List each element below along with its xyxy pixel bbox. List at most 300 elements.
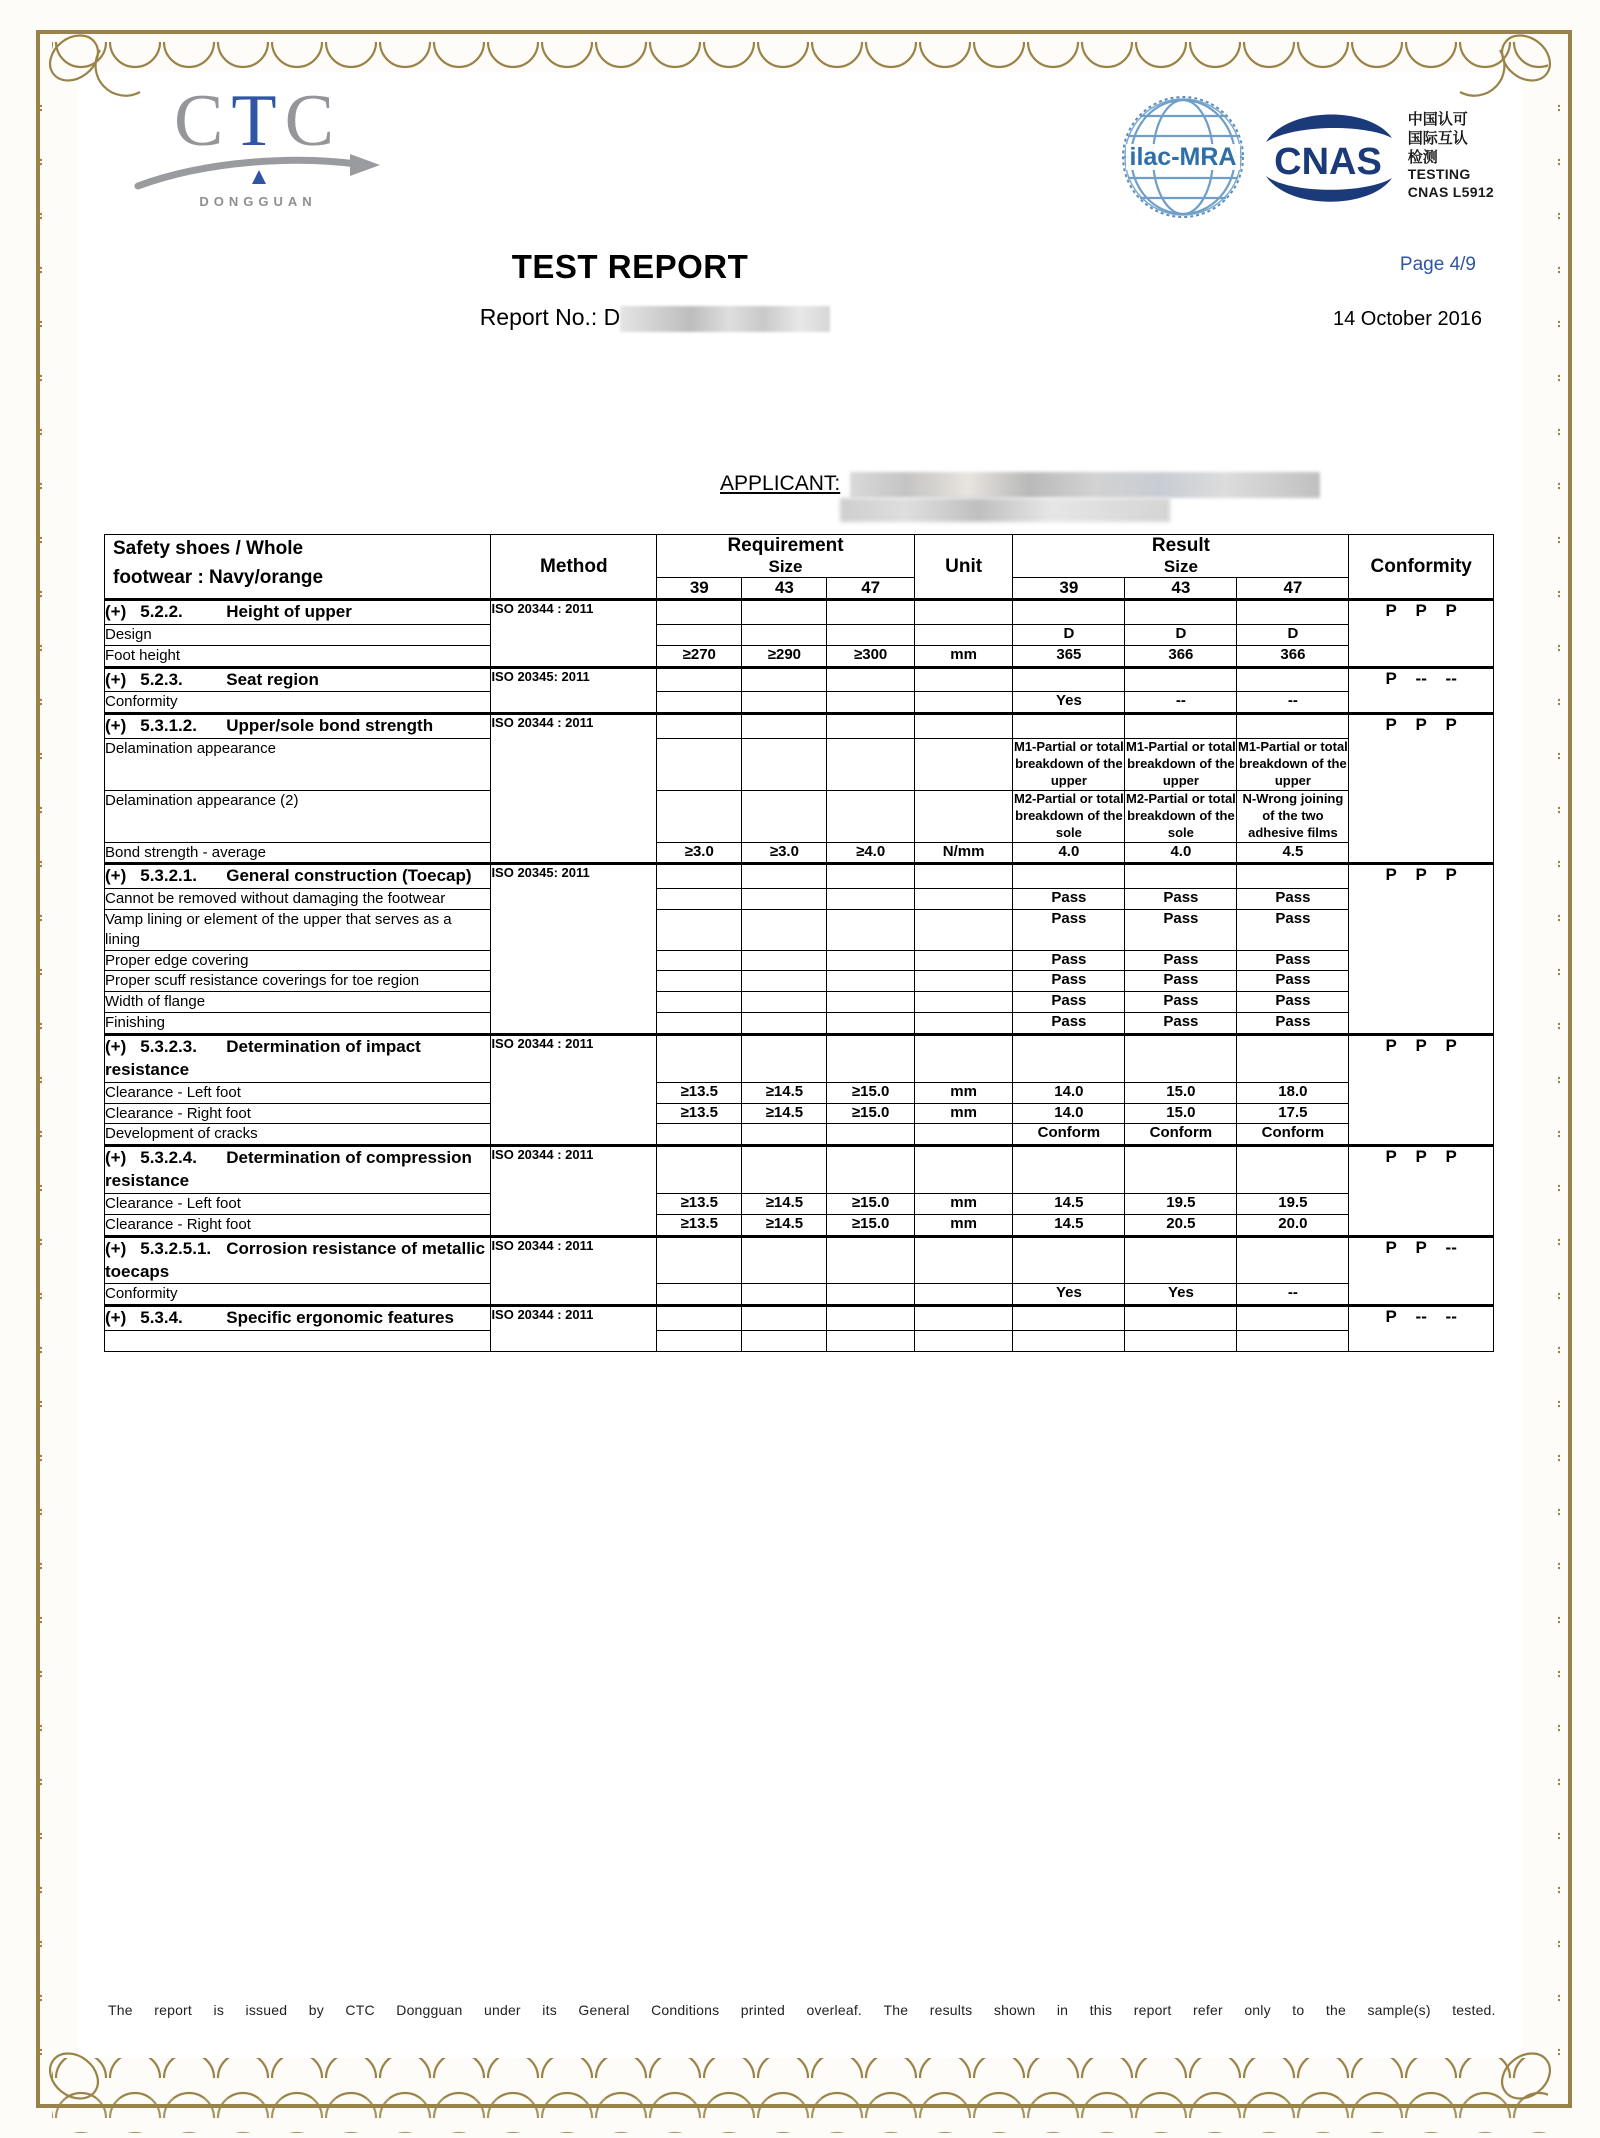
result-size-39: Pass	[1013, 992, 1125, 1013]
table-row	[105, 1331, 1494, 1352]
header-requirement	[657, 535, 915, 578]
requirement-size-47: ≥15.0	[827, 1082, 914, 1103]
result-size-43: 15.0	[1125, 1103, 1237, 1124]
table-body	[105, 600, 1494, 1352]
empty-cell	[1125, 1034, 1237, 1082]
empty-cell	[742, 667, 827, 692]
section-title	[105, 667, 491, 692]
conformity-size-47: P	[1445, 1035, 1457, 1055]
result-size-39: 14.0	[1013, 1103, 1125, 1124]
requirement-size-47	[827, 1284, 914, 1306]
footer-word: report	[154, 2002, 193, 2018]
table-row	[105, 889, 1494, 910]
table-row	[105, 1013, 1494, 1035]
section-method: ISO 20344 : 2011	[491, 1306, 657, 1352]
conformity-cell	[1349, 714, 1494, 864]
result-size-43: Conform	[1125, 1124, 1237, 1146]
requirement-size-39	[657, 889, 742, 910]
requirement-size-47	[827, 692, 914, 714]
footer-word: Conditions	[651, 2002, 720, 2018]
conformity-cell	[1349, 1306, 1494, 1352]
requirement-size-39	[657, 692, 742, 714]
req-size-43: 43	[742, 578, 827, 600]
footer-word: General	[578, 2002, 630, 2018]
unit-cell	[914, 889, 1013, 910]
section-number: 5.3.2.3.	[140, 1036, 197, 1056]
table-row	[105, 1124, 1494, 1146]
result-size-43: D	[1125, 624, 1237, 645]
footer-word: overleaf.	[806, 2002, 862, 2018]
row-label: Delamination appearance	[105, 739, 491, 791]
accreditation-marks	[1118, 92, 1494, 222]
result-size-39: D	[1013, 624, 1125, 645]
requirement-size-43: ≥290	[742, 645, 827, 667]
header-requirement-text: Requirement	[727, 535, 844, 556]
requirement-size-39	[657, 1013, 742, 1035]
result-size-43: 366	[1125, 645, 1237, 667]
section-plus: (+)	[105, 866, 127, 886]
result-size-47: Pass	[1237, 971, 1349, 992]
requirement-size-43	[742, 950, 827, 971]
row-label: Proper scuff resistance coverings for toe region	[105, 971, 491, 992]
report-number-line	[78, 304, 1522, 332]
empty-cell	[827, 1331, 914, 1352]
empty-cell	[657, 714, 742, 739]
requirement-size-47: ≥4.0	[827, 842, 914, 864]
empty-cell	[914, 1034, 1013, 1082]
result-size-39: 14.0	[1013, 1082, 1125, 1103]
result-size-39: 4.0	[1013, 842, 1125, 864]
table-row	[105, 1214, 1494, 1236]
conformity-size-47: P	[1445, 601, 1457, 620]
result-size-39: Yes	[1013, 692, 1125, 714]
result-size-47: Pass	[1237, 950, 1349, 971]
header-method: Method	[491, 535, 657, 600]
conformity-cell	[1349, 600, 1494, 668]
result-size-39: 14.5	[1013, 1194, 1125, 1215]
section-name: General construction (Toecap)	[226, 866, 472, 886]
empty-cell	[1013, 667, 1125, 692]
result-size-47: D	[1237, 624, 1349, 645]
footer-text	[108, 2002, 1496, 2018]
unit-cell: mm	[914, 1082, 1013, 1103]
empty-cell	[657, 1306, 742, 1331]
result-size-39: Yes	[1013, 1284, 1125, 1306]
empty-cell	[742, 864, 827, 889]
header-result-size: Size	[1163, 557, 1198, 576]
requirement-size-43	[742, 992, 827, 1013]
result-size-47: --	[1237, 692, 1349, 714]
table-row	[105, 667, 1494, 692]
section-name: Upper/sole bond strength	[226, 716, 434, 736]
empty-cell	[1125, 1306, 1237, 1331]
empty-cell	[1013, 1146, 1125, 1194]
table-row	[105, 645, 1494, 667]
result-size-43: Pass	[1125, 910, 1237, 951]
section-number: 5.2.2.	[140, 602, 183, 621]
requirement-size-47	[827, 1124, 914, 1146]
conformity-size-39: P	[1385, 715, 1397, 735]
empty-cell	[1237, 667, 1349, 692]
requirement-size-43	[742, 624, 827, 645]
header-product-line2: footwear : Navy/orange	[113, 566, 324, 588]
result-size-43: Pass	[1125, 992, 1237, 1013]
empty-cell	[1013, 1236, 1125, 1284]
table-row	[105, 1284, 1494, 1306]
requirement-size-47: ≥15.0	[827, 1214, 914, 1236]
logo-letter-c1: C	[174, 80, 232, 162]
requirement-size-47	[827, 889, 914, 910]
empty-cell	[914, 1236, 1013, 1284]
unit-cell	[914, 624, 1013, 645]
empty-cell	[914, 714, 1013, 739]
table-row	[105, 1236, 1494, 1284]
result-size-39: M2-Partial or total breakdown of the sole	[1013, 790, 1125, 842]
ctc-logo	[118, 80, 398, 209]
unit-cell	[914, 1284, 1013, 1306]
applicant-redacted-secondary	[840, 498, 1170, 522]
unit-cell	[914, 950, 1013, 971]
unit-cell	[914, 910, 1013, 951]
section-title	[105, 1236, 491, 1284]
table-row	[105, 1146, 1494, 1194]
section-name: Determination of compression resistance	[105, 1148, 472, 1191]
row-label: Foot height	[105, 645, 491, 667]
footer-word: only	[1244, 2002, 1271, 2018]
result-size-43: M2-Partial or total breakdown of the sole	[1125, 790, 1237, 842]
conformity-size-43: P	[1415, 1147, 1427, 1167]
table-row	[105, 1103, 1494, 1124]
requirement-size-39	[657, 739, 742, 791]
result-size-47: 4.5	[1237, 842, 1349, 864]
footer-word: results	[929, 2002, 973, 2018]
logo-letters	[118, 80, 398, 162]
empty-cell	[914, 600, 1013, 625]
conformity-size-39: P	[1385, 1035, 1397, 1055]
empty-cell	[914, 667, 1013, 692]
result-size-47: Pass	[1237, 910, 1349, 951]
empty-cell	[742, 1146, 827, 1194]
page-title-text: TEST REPORT	[511, 248, 749, 285]
conformity-size-47: --	[1445, 668, 1457, 688]
empty-cell	[1237, 864, 1349, 889]
section-name: Determination of impact resistance	[105, 1036, 421, 1079]
en-line-2: CNAS L5912	[1407, 183, 1494, 200]
row-label: Development of cracks	[105, 1124, 491, 1146]
conformity-size-39: P	[1385, 1307, 1397, 1327]
report-number-label: Report No.: D	[479, 304, 621, 330]
table-header-row	[105, 535, 1494, 578]
table-row	[105, 950, 1494, 971]
requirement-size-39: ≥13.5	[657, 1082, 742, 1103]
header-result	[1013, 535, 1349, 578]
conformity-size-43: P	[1415, 1237, 1427, 1257]
empty-cell	[742, 1034, 827, 1082]
conformity-size-47: --	[1445, 1237, 1457, 1257]
cn-line-3: 检测	[1407, 147, 1438, 166]
row-label: Delamination appearance (2)	[105, 790, 491, 842]
section-number: 5.3.2.1.	[140, 866, 197, 886]
table-row	[105, 714, 1494, 739]
empty-cell	[914, 864, 1013, 889]
section-title	[105, 1306, 491, 1331]
table-row	[105, 910, 1494, 951]
footer-word: shown	[993, 2002, 1036, 2018]
result-size-47: M1-Partial or total breakdown of the upper	[1237, 739, 1349, 791]
empty-cell	[742, 1306, 827, 1331]
conformity-cell	[1349, 1236, 1494, 1306]
section-plus: (+)	[105, 1148, 127, 1168]
section-method: ISO 20344 : 2011	[491, 1034, 657, 1145]
conformity-cell	[1349, 1034, 1494, 1145]
requirement-size-39	[657, 1284, 742, 1306]
requirement-size-39: ≥13.5	[657, 1103, 742, 1124]
unit-cell	[914, 790, 1013, 842]
empty-cell	[1237, 714, 1349, 739]
cn-line-1: 中国认可	[1407, 110, 1468, 128]
result-size-47: 19.5	[1237, 1194, 1349, 1215]
requirement-size-39: ≥270	[657, 645, 742, 667]
table-row	[105, 842, 1494, 864]
row-label: Design	[105, 624, 491, 645]
requirement-size-43	[742, 692, 827, 714]
footer-word: printed	[740, 2002, 785, 2018]
requirement-size-43	[742, 889, 827, 910]
logo-subtitle: DONGGUAN	[199, 194, 317, 209]
empty-cell	[1013, 864, 1125, 889]
conformity-size-43: P	[1415, 865, 1427, 885]
result-size-39: Pass	[1013, 889, 1125, 910]
en-line-1: TESTING	[1407, 166, 1471, 183]
conformity-cell	[1349, 864, 1494, 1035]
conformity-size-47: P	[1445, 865, 1457, 885]
section-number: 5.3.4.	[140, 1308, 183, 1328]
unit-cell	[914, 692, 1013, 714]
table-row	[105, 739, 1494, 791]
section-method: ISO 20345: 2011	[491, 667, 657, 714]
empty-cell	[914, 1146, 1013, 1194]
footer-word: report	[1133, 2002, 1172, 2018]
empty-cell	[827, 667, 914, 692]
row-label: Bond strength - average	[105, 842, 491, 864]
conformity-size-43: P	[1415, 1035, 1427, 1055]
requirement-size-39	[657, 1124, 742, 1146]
footer-word: Dongguan	[396, 2002, 463, 2018]
table-row	[105, 1306, 1494, 1331]
result-size-43: 4.0	[1125, 842, 1237, 864]
header-unit: Unit	[914, 535, 1013, 600]
row-label: Clearance - Left foot	[105, 1082, 491, 1103]
requirement-size-43	[742, 1284, 827, 1306]
result-size-47: N-Wrong joining of the two adhesive films	[1237, 790, 1349, 842]
conformity-size-39: P	[1385, 1237, 1397, 1257]
conformity-size-39: P	[1385, 1147, 1397, 1167]
requirement-size-39: ≥13.5	[657, 1194, 742, 1215]
footer-word: CTC	[345, 2002, 375, 2018]
requirement-size-43: ≥14.5	[742, 1214, 827, 1236]
requirement-size-43: ≥14.5	[742, 1103, 827, 1124]
section-method: ISO 20344 : 2011	[491, 1146, 657, 1236]
report-number-redacted	[620, 306, 830, 332]
result-size-47: 17.5	[1237, 1103, 1349, 1124]
requirement-size-47: ≥300	[827, 645, 914, 667]
cnas-accreditation-text	[1408, 92, 1494, 201]
unit-cell	[914, 739, 1013, 791]
section-name: Height of upper	[226, 602, 352, 621]
table-row	[105, 1034, 1494, 1082]
row-label: Clearance - Right foot	[105, 1214, 491, 1236]
empty-cell	[1125, 714, 1237, 739]
result-size-43: Pass	[1125, 971, 1237, 992]
result-size-47: 20.0	[1237, 1214, 1349, 1236]
unit-cell: mm	[914, 1194, 1013, 1215]
empty-cell	[1237, 1034, 1349, 1082]
footer-word: in	[1056, 2002, 1069, 2018]
empty-cell	[1237, 600, 1349, 625]
unit-cell	[914, 992, 1013, 1013]
empty-cell	[1237, 1236, 1349, 1284]
result-size-47: Pass	[1237, 992, 1349, 1013]
result-size-39: 365	[1013, 645, 1125, 667]
requirement-size-39	[657, 624, 742, 645]
page-number: Page 4/9	[1399, 254, 1476, 275]
empty-cell	[1013, 600, 1125, 625]
footer-word: by	[308, 2002, 324, 2018]
empty-cell	[1125, 1146, 1237, 1194]
unit-cell: mm	[914, 645, 1013, 667]
result-size-43: 20.5	[1125, 1214, 1237, 1236]
result-size-39: 14.5	[1013, 1214, 1125, 1236]
footer-word: tested.	[1452, 2002, 1496, 2018]
result-size-43: M1-Partial or total breakdown of the upper	[1125, 739, 1237, 791]
logo-letter-t: T	[231, 80, 285, 162]
empty-cell	[657, 1331, 742, 1352]
empty-cell	[827, 1236, 914, 1284]
unit-cell: mm	[914, 1103, 1013, 1124]
result-size-39: M1-Partial or total breakdown of the upper	[1013, 739, 1125, 791]
section-number: 5.3.2.5.1.	[140, 1238, 212, 1258]
result-size-47: Conform	[1237, 1124, 1349, 1146]
result-size-47: Pass	[1237, 889, 1349, 910]
footer-word: The	[883, 2002, 909, 2018]
empty-cell	[1237, 1306, 1349, 1331]
section-name: Specific ergonomic features	[226, 1308, 454, 1328]
empty-cell	[1013, 1331, 1125, 1352]
section-title	[105, 1146, 491, 1194]
section-plus: (+)	[105, 602, 127, 621]
empty-cell	[657, 1034, 742, 1082]
applicant-label: APPLICANT:	[720, 472, 841, 495]
requirement-size-43	[742, 971, 827, 992]
section-method: ISO 20344 : 2011	[491, 714, 657, 864]
result-size-43: 19.5	[1125, 1194, 1237, 1215]
footer-word: this	[1089, 2002, 1113, 2018]
table-row	[105, 692, 1494, 714]
header-result-text: Result	[1151, 535, 1210, 556]
empty-cell	[1237, 1146, 1349, 1194]
requirement-size-39	[657, 790, 742, 842]
empty-cell	[1125, 864, 1237, 889]
empty-cell	[657, 1236, 742, 1284]
ilac-mra-icon	[1118, 92, 1248, 222]
header-product	[105, 535, 491, 600]
applicant-redacted	[850, 472, 1320, 498]
section-name: Seat region	[226, 669, 319, 689]
empty-cell	[914, 1306, 1013, 1331]
table-row	[105, 790, 1494, 842]
result-size-39: Conform	[1013, 1124, 1125, 1146]
requirement-size-39	[657, 971, 742, 992]
result-size-47: 18.0	[1237, 1082, 1349, 1103]
conformity-size-39: P	[1385, 601, 1397, 620]
section-title	[105, 864, 491, 889]
requirement-size-47	[827, 1013, 914, 1035]
footer-word: sample(s)	[1367, 2002, 1431, 2018]
page-title	[78, 248, 1522, 286]
section-plus: (+)	[105, 716, 127, 736]
empty-cell	[827, 1306, 914, 1331]
requirement-size-43: ≥3.0	[742, 842, 827, 864]
table-row	[105, 971, 1494, 992]
row-label: Vamp lining or element of the upper that serves as a lining	[105, 910, 491, 951]
req-size-39: 39	[657, 578, 742, 600]
table-row	[105, 992, 1494, 1013]
empty-cell	[1125, 667, 1237, 692]
requirement-size-47	[827, 624, 914, 645]
unit-cell: mm	[914, 1214, 1013, 1236]
requirement-size-43	[742, 1124, 827, 1146]
result-size-43: --	[1125, 692, 1237, 714]
section-plus: (+)	[105, 1308, 127, 1328]
res-size-47: 47	[1237, 578, 1349, 600]
row-label: Cannot be removed without damaging the footwear	[105, 889, 491, 910]
result-size-47: Pass	[1237, 1013, 1349, 1035]
empty-cell	[657, 864, 742, 889]
requirement-size-43	[742, 910, 827, 951]
section-method: ISO 20345: 2011	[491, 864, 657, 1035]
section-method: ISO 20344 : 2011	[491, 600, 657, 668]
conformity-size-39: P	[1385, 668, 1397, 688]
footer-word: the	[1325, 2002, 1346, 2018]
section-title	[105, 714, 491, 739]
empty-cell	[827, 714, 914, 739]
empty-cell	[827, 1146, 914, 1194]
conformity-size-43: P	[1415, 601, 1427, 620]
unit-cell	[914, 971, 1013, 992]
section-plus: (+)	[105, 1238, 127, 1258]
requirement-size-39: ≥3.0	[657, 842, 742, 864]
conformity-size-47: P	[1445, 1147, 1457, 1167]
test-results-table	[104, 534, 1494, 1352]
table-row	[105, 1194, 1494, 1215]
table-row	[105, 864, 1494, 889]
result-size-43: 15.0	[1125, 1082, 1237, 1103]
req-size-47: 47	[827, 578, 914, 600]
logo-arrow-icon	[118, 152, 398, 192]
empty-cell	[827, 864, 914, 889]
requirement-size-47	[827, 790, 914, 842]
requirement-size-39	[657, 910, 742, 951]
footer-word: to	[1292, 2002, 1305, 2018]
result-size-39: Pass	[1013, 910, 1125, 951]
requirement-size-43	[742, 739, 827, 791]
result-size-39: Pass	[1013, 1013, 1125, 1035]
requirement-size-47	[827, 992, 914, 1013]
requirement-size-39	[657, 950, 742, 971]
row-label: Proper edge covering	[105, 950, 491, 971]
result-size-43: Yes	[1125, 1284, 1237, 1306]
section-number: 5.2.3.	[140, 669, 183, 689]
